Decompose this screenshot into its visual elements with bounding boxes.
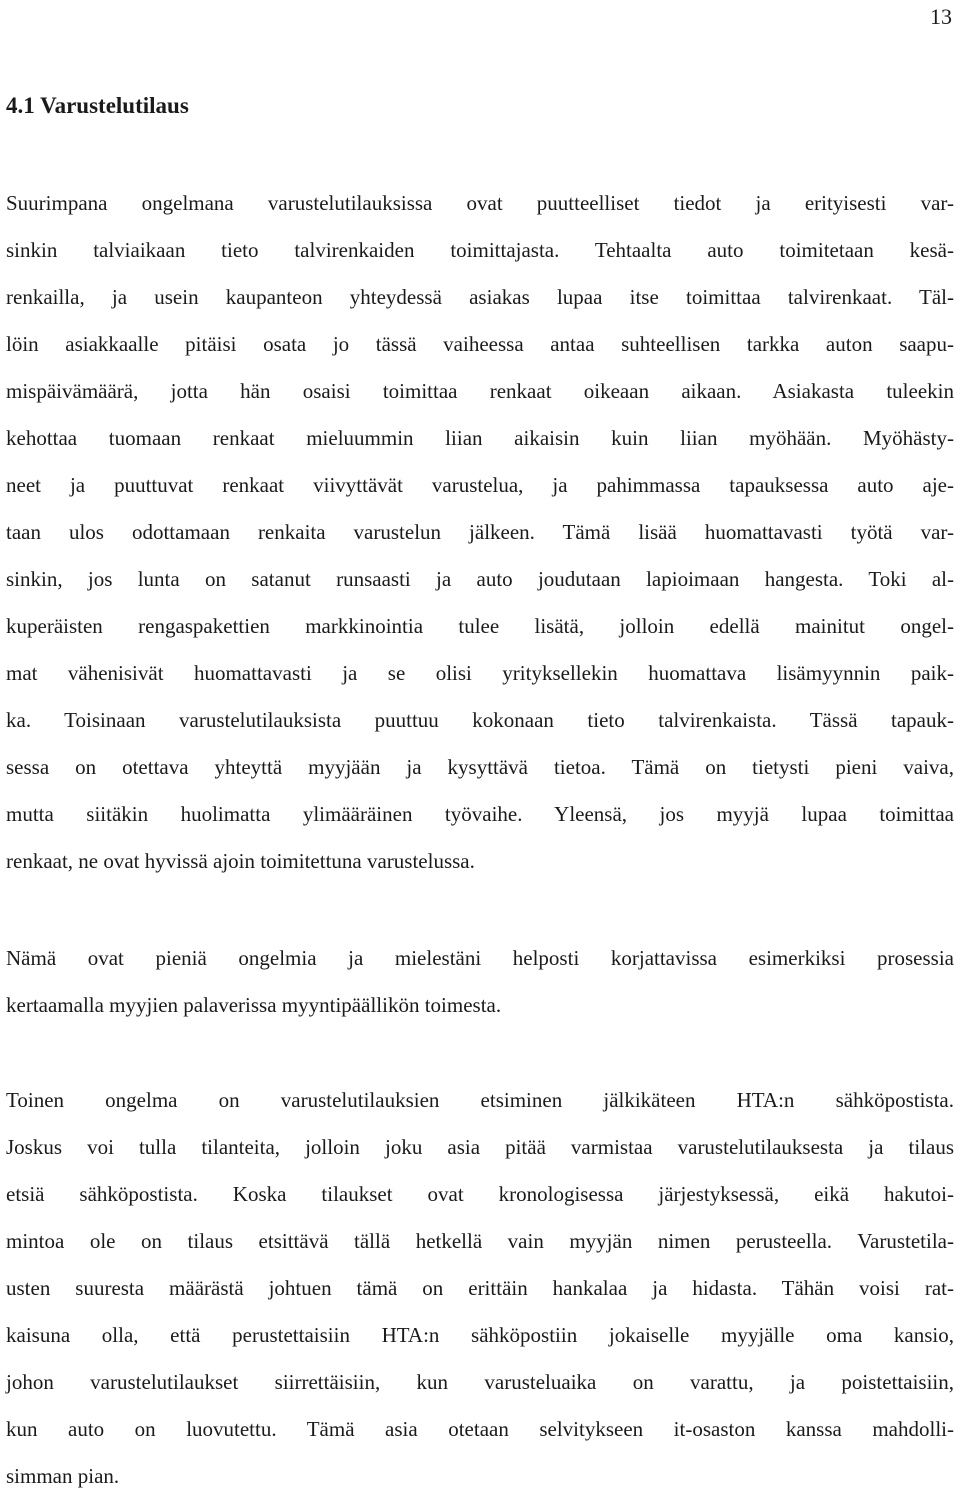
text-line: mutta siitäkin huolimatta ylimääräinen työvaihe. Yleensä, jos myyjä lupaa toimittaa: [6, 802, 954, 826]
text-line: usten suuresta määrästä johtuen tämä on erittäin hankalaa ja hidasta. Tähän voisi rat-: [6, 1276, 954, 1300]
text-line: kuperäisten rengaspakettien markkinointia tulee lisätä, jolloin edellä mainitut ongel-: [6, 614, 954, 638]
text-line: neet ja puuttuvat renkaat viivyttävät varustelua, ja pahimmassa tapauksessa auto aje-: [6, 473, 954, 497]
text-line: etsiä sähköpostista. Koska tilaukset ovat kronologisessa järjestyksessä, eikä hakutoi-: [6, 1182, 954, 1206]
text-line: löin asiakkaalle pitäisi osata jo tässä vaiheessa antaa suhteellisen tarkka auton saapu-: [6, 332, 954, 356]
text-line: kaisuna olla, että perustettaisiin HTA:n sähköpostiin jokaiselle myyjälle oma kansio,: [6, 1323, 954, 1347]
text-line: mintoa ole on tilaus etsittävä tällä hetkellä vain myyjän nimen perusteella. Varustetila-: [6, 1229, 954, 1253]
text-line: taan ulos odottamaan renkaita varustelun jälkeen. Tämä lisää huomattavasti työtä var-: [6, 520, 954, 544]
text-line: renkaat, ne ovat hyvissä ajoin toimitettuna varustelussa.: [6, 849, 475, 873]
text-line: renkailla, ja usein kaupanteon yhteydessä asiakas lupaa itse toimittaa talvirenkaat. Täl-: [6, 285, 954, 309]
text-line: Toinen ongelma on varustelutilauksien etsiminen jälkikäteen HTA:n sähköpostista.: [6, 1088, 954, 1112]
text-line: johon varustelutilaukset siirrettäisiin, kun varusteluaika on varattu, ja poistettaisiin,: [6, 1370, 954, 1394]
text-line: sinkin talviaikaan tieto talvirenkaiden toimittajasta. Tehtaalta auto toimitetaan kesä-: [6, 238, 954, 262]
text-line: simman pian.: [6, 1464, 120, 1488]
text-line: sessa on otettava yhteyttä myyjään ja kysyttävä tietoa. Tämä on tietysti pieni vaiva,: [6, 755, 954, 779]
text-line: Nämä ovat pieniä ongelmia ja mielestäni helposti korjattavissa esimerkiksi prosessia: [6, 946, 954, 970]
page-number: 13: [930, 4, 952, 29]
text-line: mispäivämäärä, jotta hän osaisi toimittaa renkaat oikeaan aikaan. Asiakasta tuleekin: [6, 379, 954, 403]
text-line: Joskus voi tulla tilanteita, jolloin joku asia pitää varmistaa varustelutilauksesta ja tilaus: [6, 1135, 954, 1159]
text-line: kehottaa tuomaan renkaat mieluummin liian aikaisin kuin liian myöhään. Myöhästy-: [6, 426, 954, 450]
section-heading: 4.1 Varustelutilaus: [6, 93, 189, 118]
text-line: sinkin, jos lunta on satanut runsaasti ja auto joudutaan lapioimaan hangesta. Toki al-: [6, 567, 954, 591]
text-line: Suurimpana ongelmana varustelutilauksissa ovat puutteelliset tiedot ja erityisesti var-: [6, 191, 954, 215]
text-line: ka. Toisinaan varustelutilauksista puuttuu kokonaan tieto talvirenkaista. Tässä tapauk-: [6, 708, 954, 732]
text-line: kun auto on luovutettu. Tämä asia otetaan selvitykseen it-osaston kanssa mahdolli-: [6, 1417, 954, 1441]
text-line: mat vähenisivät huomattavasti ja se olisi yrityksellekin huomattava lisämyynnin paik-: [6, 661, 954, 685]
text-line: kertaamalla myyjien palaverissa myyntipäällikön toimesta.: [6, 993, 502, 1017]
